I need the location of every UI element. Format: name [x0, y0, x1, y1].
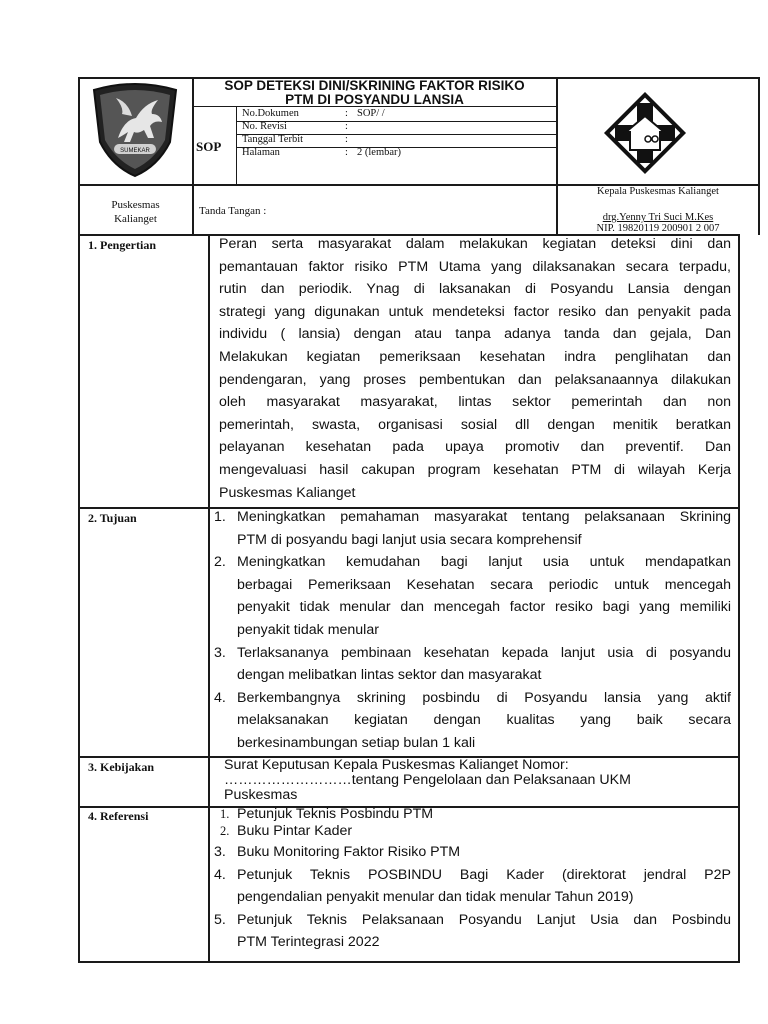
health-center-logo — [598, 86, 692, 180]
pengertian-text: Peran serta masyarakat dalam melakukan kegiatan deteksi dini dan pemantauan faktor risiko PTM Utama yang dilaksanakan secara terpadu, rutin dan periodik. Ynag di laksanakan di Posyandu Lansia dengan strategi yang digunakan untuk mendeteksi factor resiko dan penyakit pada individu ( lansia) dengan atau tanpa adanya tanda dan gejala, Dan Melakukan kegiatan pemeriksaan kesehatan indra penglihatan dan pendengaran, yang proses pembentukan dan pelaksanaannya dilakukan oleh masyarakat masyarakat, lintas sektor pemerintah dan non pemerintah, swasta, organisasi sosial dll dengan menitik beratkan pelayanan kesehatan pada upaya promotiv dan preventif. Dan mengevaluasi hasil cakupan program kesehatan PTM di wilayah Kerja Puskesmas Kalianget — [219, 236, 731, 501]
list-item: 2. Meningkatkan kemudahan bagi lanjut usia untuk mendapatkan berbagai Pemeriksaan Kesehatan secara periodic untuk mencegah penyakit tidak menular dan mencegah factor resiko bagi yang memiliki penyakit tidak menular — [214, 554, 731, 638]
list-item: 3. Terlaksananya pembinaan kesehatan kepada lanjut usia di posyandu dengan melibatkan lintas sektor dan masyarakat — [214, 644, 731, 684]
head-nip: NIP. 19820119 200901 2 007 — [596, 223, 720, 234]
list-item: 4. Berkembangnya skrining posbindu di Posyandu lansia yang aktif melaksanakan kegiatan dengan kualitas yang baik secara berkesinambungan setiap bulan 1 kali — [214, 689, 731, 751]
document-title-line2: PTM DI POSYANDU LANSIA — [285, 92, 464, 107]
list-item: 3. Buku Monitoring Faktor Risiko PTM — [214, 844, 461, 860]
list-item: 1. Meningkatkan pemahaman masyarakat tentang pelaksanaan Skrining PTM di posyandu bagi lanjut usia secara komprehensif — [214, 509, 731, 548]
kebijakan-text: Surat Keputusan Kepala Puskesmas Kalianget Nomor: ………………………tentang Pengelolaan dan Pelaksanaan UKM Puskesmas — [224, 757, 631, 803]
list-item: 4. Petunjuk Teknis POSBINDU Bagi Kader (direktorat jendral P2P pengendalian penyakit menular dan tidak menular Tahun 2019) — [214, 866, 731, 906]
section-label-kebijakan: 3. Kebijakan — [88, 760, 155, 774]
list-item: 1. Petunjuk Teknis Posbindu PTM — [220, 806, 434, 822]
signature-label: Tanda Tangan : — [199, 205, 267, 217]
meta-row-halaman: Halaman : 2 (lembar) — [242, 147, 402, 158]
district-logo — [88, 80, 182, 180]
head-title: Kepala Puskesmas Kalianget — [597, 186, 719, 197]
org-name-line1: Puskesmas — [111, 199, 160, 211]
tujuan-list — [214, 506, 731, 755]
head-name: drg.Yenny Tri Suci M.Kes — [602, 212, 714, 223]
meta-row-no-dokumen: No.Dokumen : SOP/ / — [242, 108, 385, 119]
org-name-line2: Kalianget — [114, 213, 157, 225]
section-label-tujuan: 2. Tujuan — [88, 511, 137, 525]
list-item: 2. Buku Pintar Kader — [220, 823, 353, 839]
meta-row-no-revisi: No. Revisi : — [242, 121, 348, 132]
list-item: 5. Petunjuk Teknis Pelaksanaan Posyandu Lanjut Usia dan Posbindu PTM Terintegrasi 2022 — [214, 911, 731, 951]
meta-row-tanggal-terbit: Tanggal Terbit : — [242, 134, 348, 145]
logo-text: SUMEKAR — [120, 148, 150, 154]
section-label-referensi: 4. Referensi — [88, 809, 149, 823]
sop-label: SOP — [196, 139, 222, 154]
referensi-list — [214, 806, 731, 954]
document-title-line1: SOP DETEKSI DINI/SKRINING FAKTOR RISIKO — [224, 78, 525, 93]
section-label-pengertian: 1. Pengertian — [88, 238, 156, 252]
